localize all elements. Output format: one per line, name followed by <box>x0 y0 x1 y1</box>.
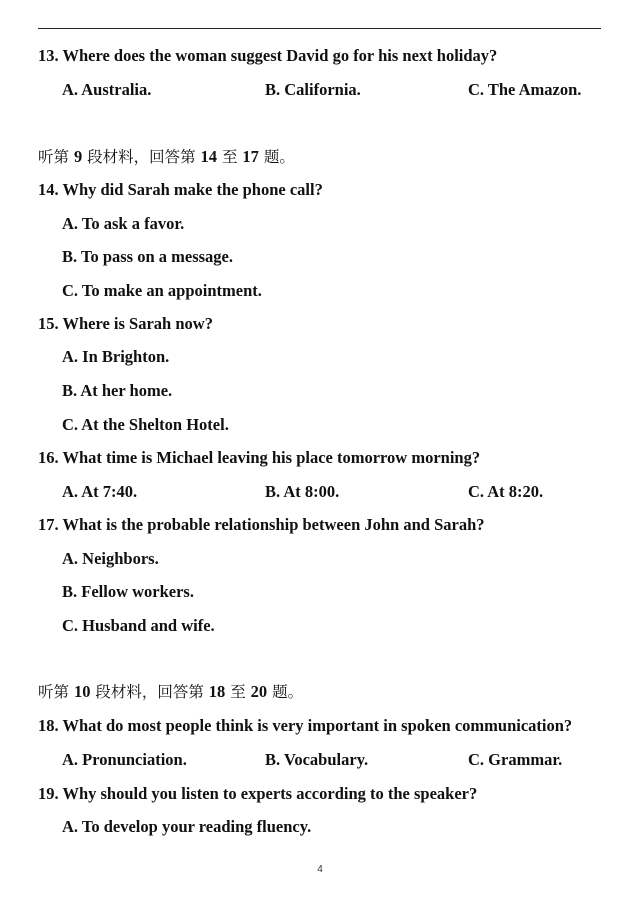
question-17-stem: 17. What is the probable relationship between John and Sarah? <box>38 515 485 534</box>
page-number: 4 <box>317 864 323 875</box>
question-17-option-a: A. Neighbors. <box>62 549 159 568</box>
question-14-stem: 14. Why did Sarah make the phone call? <box>38 180 323 199</box>
question-17-option-b: B. Fellow workers. <box>62 582 194 601</box>
question-15-option-a: A. In Brighton. <box>62 347 170 366</box>
question-18-option-c: C. Grammar. <box>468 750 563 769</box>
question-16-stem: 16. What time is Michael leaving his place tomorrow morning? <box>38 448 481 467</box>
question-18-stem: 18. What do most people think is very important in spoken communication? <box>38 716 573 735</box>
question-13-option-a: A. Australia. <box>62 80 152 99</box>
question-14-option-a: A. To ask a favor. <box>62 214 185 233</box>
question-15-option-c: C. At the Shelton Hotel. <box>62 415 229 434</box>
section-heading-9: 听第 9 段材料，回答第 14 至 17 题。 <box>38 147 295 166</box>
question-16-option-c: C. At 8:20. <box>468 482 544 501</box>
question-14-option-b: B. To pass on a message. <box>62 247 234 266</box>
question-18-option-b: B. Vocabulary. <box>265 750 369 769</box>
question-19-stem: 19. Why should you listen to experts according to the speaker? <box>38 784 478 803</box>
question-16-options <box>62 482 602 502</box>
question-15-option-b: B. At her home. <box>62 381 173 400</box>
question-14-option-c: C. To make an appointment. <box>62 281 262 300</box>
question-17-option-c: C. Husband and wife. <box>62 616 215 635</box>
header-rule <box>38 28 601 29</box>
question-18-option-a: A. Pronunciation. <box>62 750 187 769</box>
question-13-option-c: C. The Amazon. <box>468 80 582 99</box>
question-13-stem: 13. Where does the woman suggest David go for his next holiday? <box>38 46 498 65</box>
section-heading-10: 听第 10 段材料，回答第 18 至 20 题。 <box>38 682 304 701</box>
question-13-option-b: B. California. <box>265 80 361 99</box>
question-15-stem: 15. Where is Sarah now? <box>38 314 213 333</box>
question-19-option-a: A. To develop your reading fluency. <box>62 817 312 836</box>
question-18-options <box>62 750 602 770</box>
question-16-option-b: B. At 8:00. <box>265 482 340 501</box>
question-16-option-a: A. At 7:40. <box>62 482 138 501</box>
question-13-options <box>62 80 602 100</box>
